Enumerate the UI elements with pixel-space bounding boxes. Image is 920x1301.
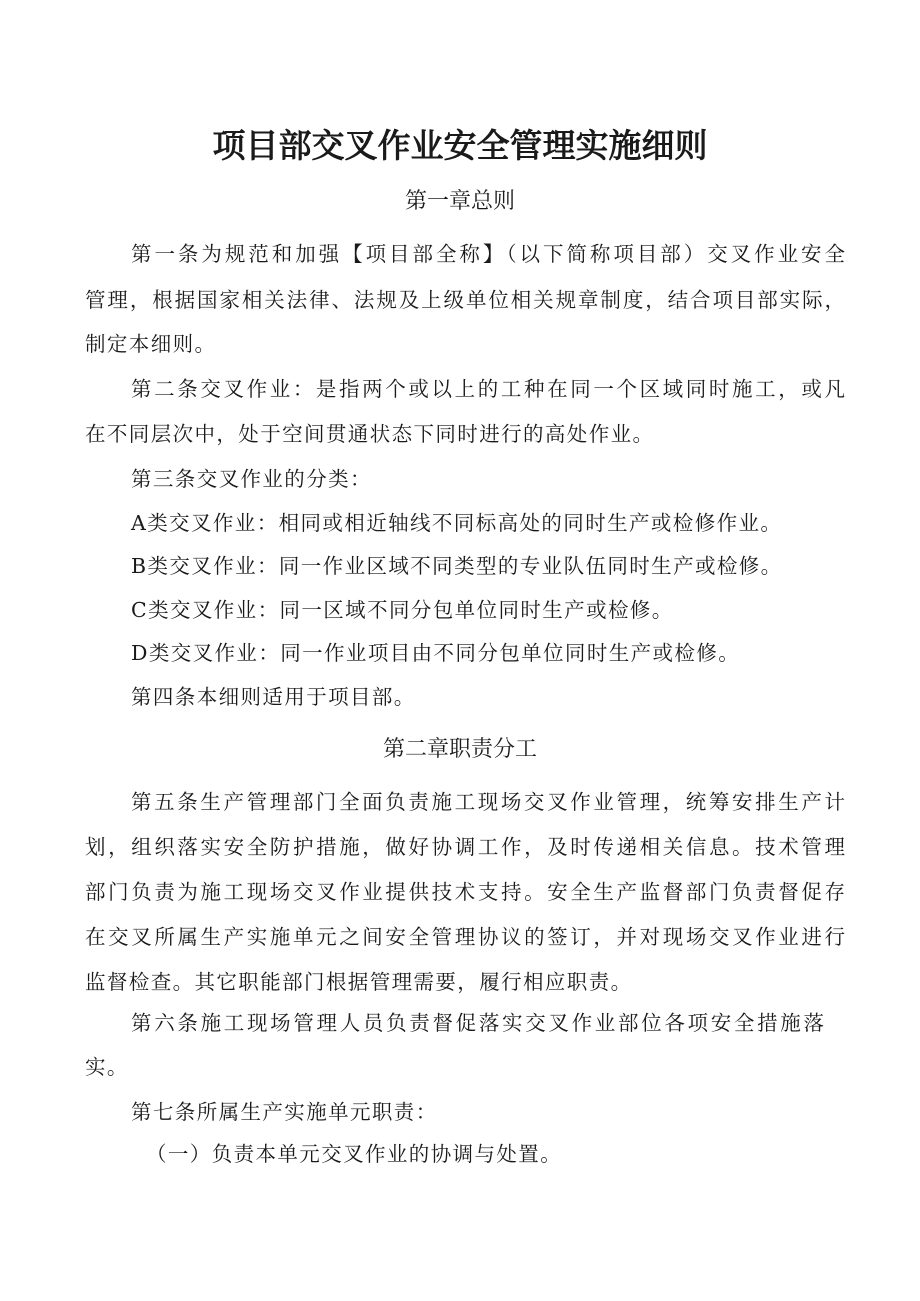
article-4: 第四条本细则适用于项目部。 [131, 685, 416, 709]
article-3-type-a: A类交叉作业：相同或相近轴线不同标高处的同时生产或检修作业。 [131, 511, 783, 535]
article-1-line-2: 管理，根据国家相关法律、法规及上级单位相关规章制度，结合项目部实际， [85, 288, 845, 312]
article-6-line-2: 实。 [85, 1055, 129, 1079]
document-title: 项目部交叉作业安全管理实施细则 [212, 126, 708, 165]
article-7-item-1: （一）负责本单元交叉作业的协调与处置。 [146, 1142, 563, 1166]
article-5-line-2: 划，组织落实安全防护措施，做好协调工作，及时传递相关信息。技术管理 [85, 835, 845, 859]
article-7-heading: 第七条所属生产实施单元职责： [131, 1100, 438, 1124]
article-3-type-c: C类交叉作业：同一区域不同分包单位同时生产或检修。 [131, 598, 674, 622]
article-1-line-1: 第一条为规范和加强【项目部全称】（以下简称项目部）交叉作业安全 [131, 242, 845, 266]
article-5-line-1: 第五条生产管理部门全面负责施工现场交叉作业管理，统筹安排生产计 [131, 790, 845, 814]
article-5-line-3: 部门负责为施工现场交叉作业提供技术支持。安全生产监督部门负责督促存 [85, 880, 845, 904]
chapter-heading-2: 第二章职责分工 [382, 737, 537, 762]
article-3-type-b: B类交叉作业：同一作业区域不同类型的专业队伍同时生产或检修。 [131, 554, 783, 578]
chapter-heading-1: 第一章总则 [404, 189, 515, 214]
article-2-line-1: 第二条交叉作业：是指两个或以上的工种在同一个区域同时施工，或凡 [131, 377, 845, 401]
article-6-line-1: 第六条施工现场管理人员负责督促落实交叉作业部位各项安全措施落 [131, 1011, 824, 1035]
article-2-line-2: 在不同层次中，处于空间贯通状态下同时进行的高处作业。 [85, 422, 655, 446]
article-5-line-4: 在交叉所属生产实施单元之间安全管理协议的签订，并对现场交叉作业进行 [85, 925, 845, 949]
article-3-type-d: D类交叉作业：同一作业项目由不同分包单位同时生产或检修。 [131, 641, 741, 665]
article-3-heading: 第三条交叉作业的分类： [131, 467, 372, 491]
article-5-line-5: 监督检查。其它职能部门根据管理需要，履行相应职责。 [85, 970, 633, 994]
article-1-line-3: 制定本细则。 [85, 332, 217, 356]
